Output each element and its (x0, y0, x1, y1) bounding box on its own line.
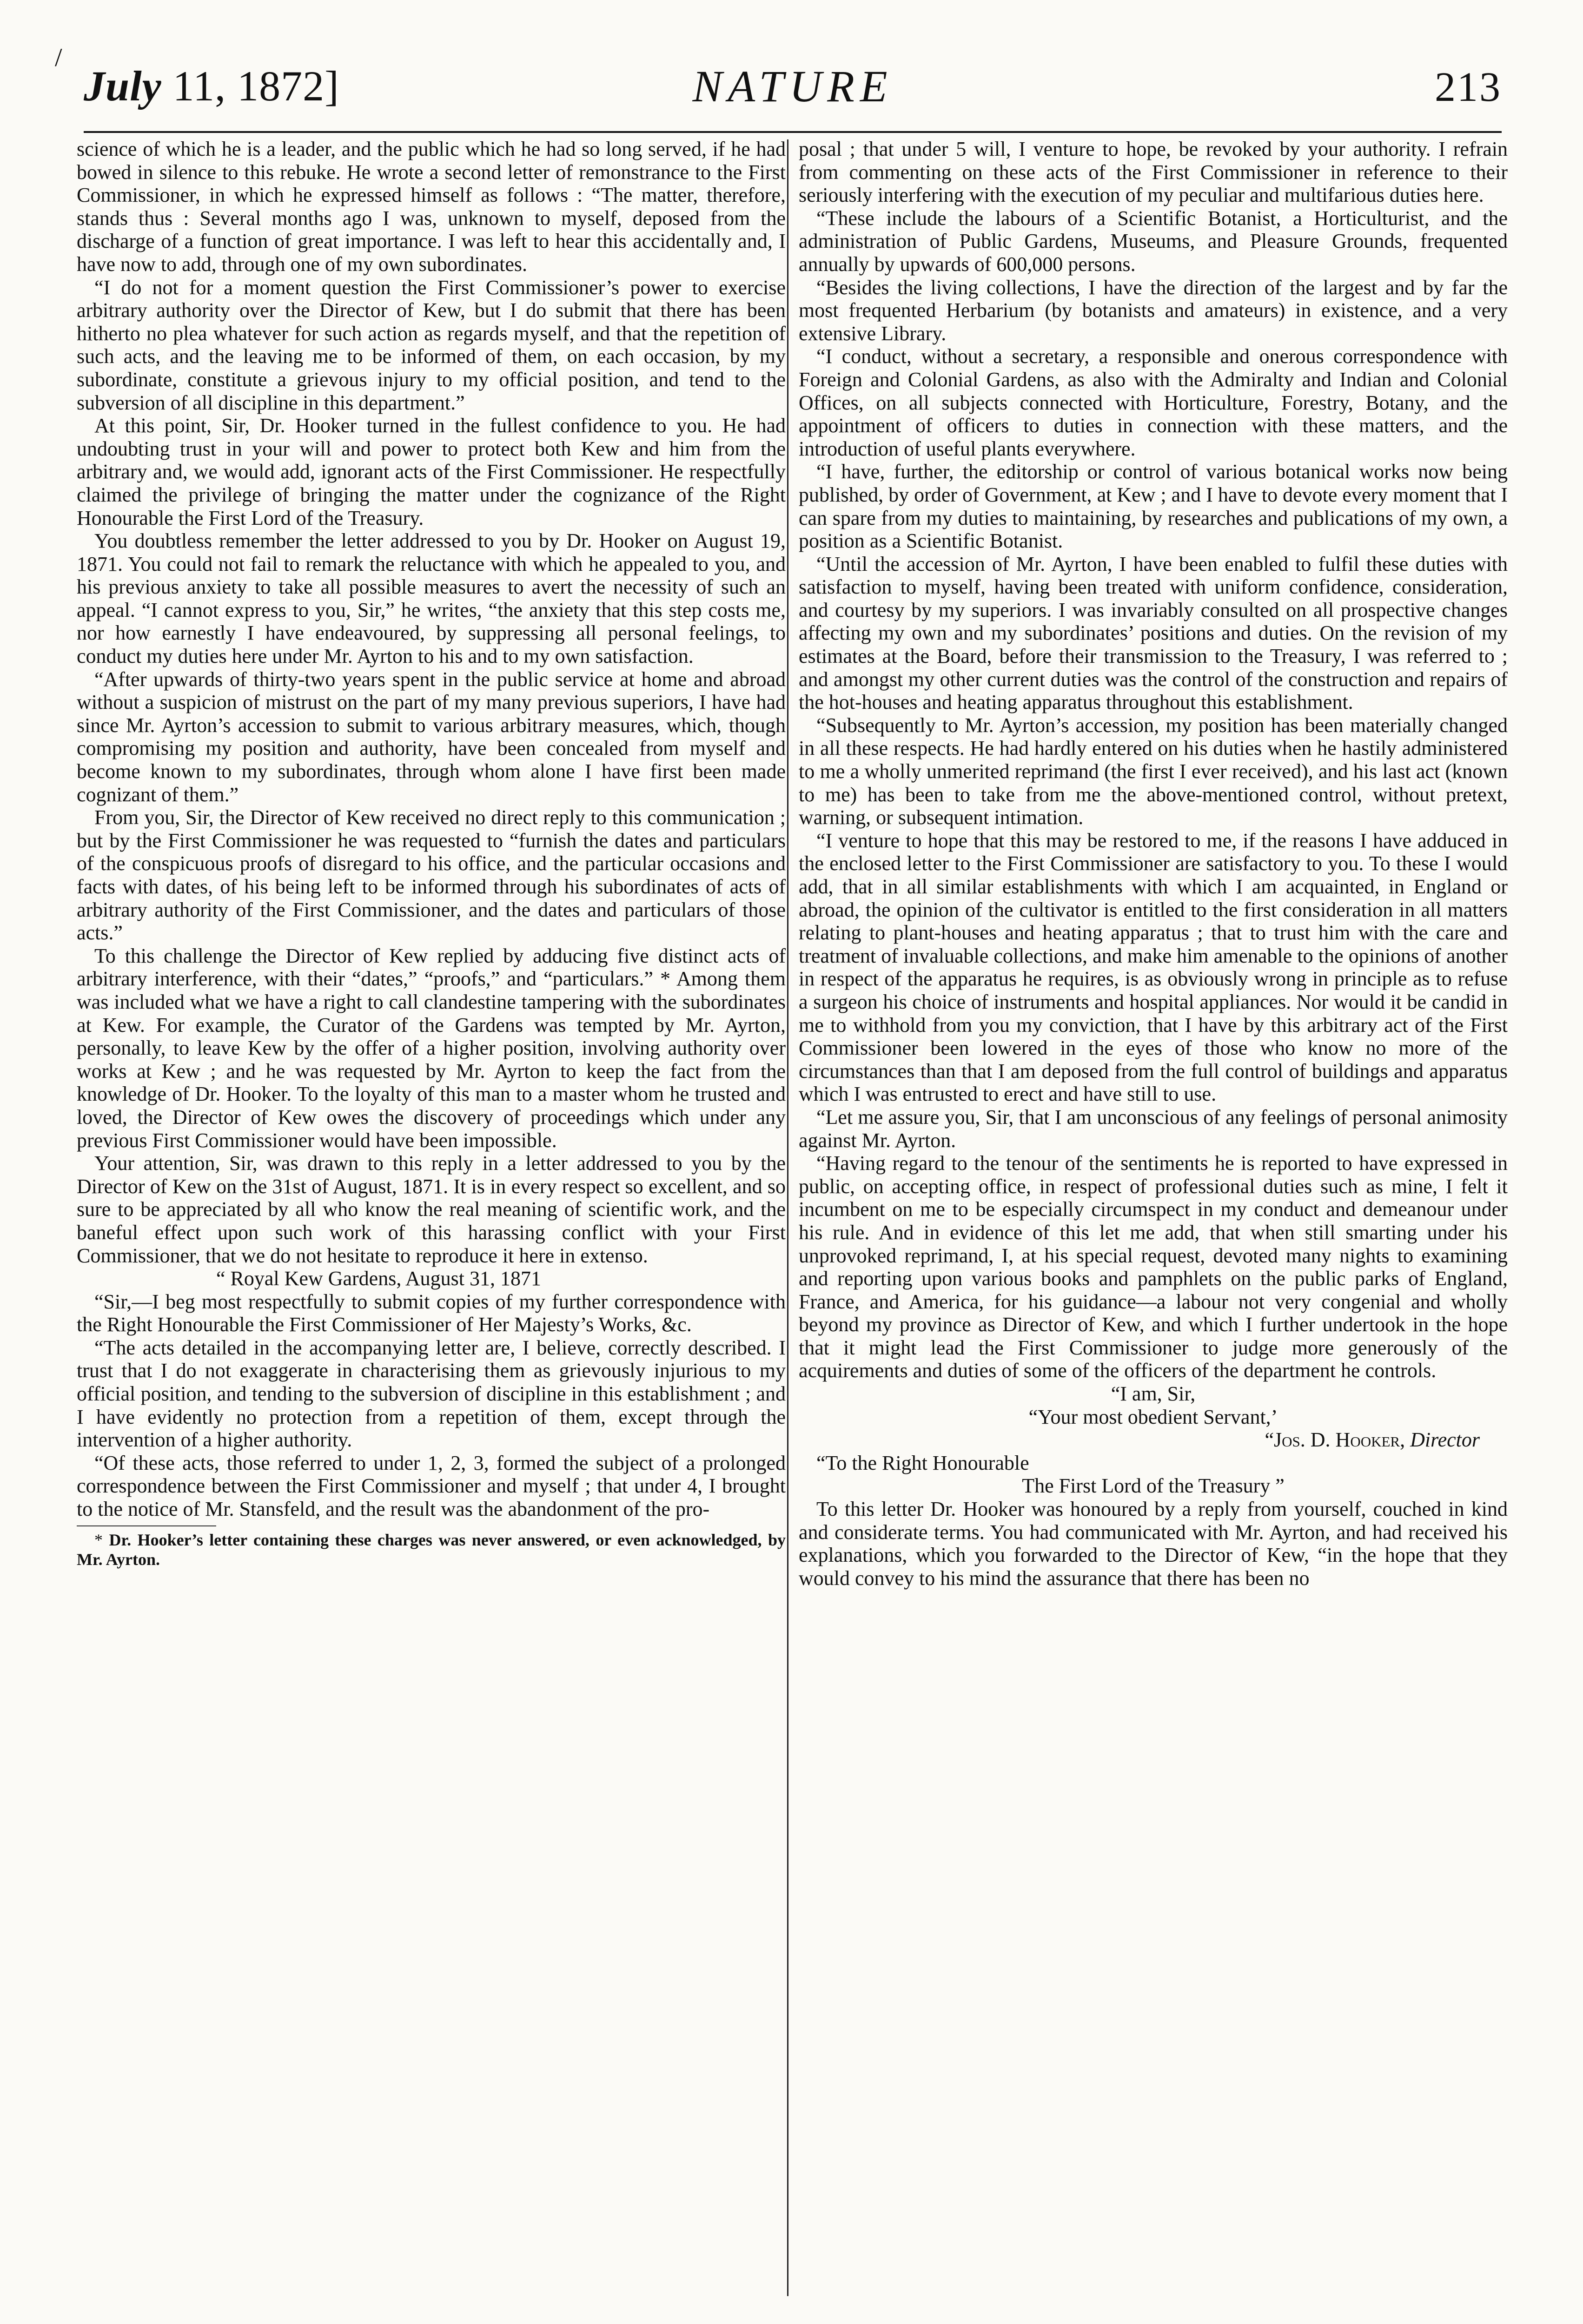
paragraph: Your attention, Sir, was drawn to this reply in a letter addressed to you by the Director of Kew on the 31st of August, 1871. It is in every respect so excellent, and so sure to be appreciated by all who know the real meaning of scientific work, and the baneful effect upon such work of this harassing conflict with your First Commissioner, that we do not hesitate to reproduce it here in extenso. (77, 1152, 786, 1267)
paragraph: To this letter Dr. Hooker was honoured by a reply from yourself, couched in kind and considerate terms. You had communicated with Mr. Ayrton, and had received his explanations, which you forwarded to the Director of Kew, “in the hope that they would convey to his mind the assurance that there has been no (799, 1498, 1508, 1590)
paragraph: “I conduct, without a secretary, a responsible and onerous correspondence with Foreign and Colonial Gardens, as also with the Admiralty and Indian and Colonial Offices, on all subjects connected with Horticulture, Forestry, Botany, and the appointment of officers to duties in connection with these matters, and the introduction of useful plants everywhere. (799, 345, 1508, 460)
paragraph: “I venture to hope that this may be restored to me, if the reasons I have adduced in the enclosed letter to the First Commissioner are satisfactory to you. To these I would add, that in all similar establishments with which I am acquainted, in England or abroad, the opinion of the cultivator is entitled to the first consideration in all matters relating to plant-houses and heating apparatus ; that to trust him with the care and treatment of invaluable collections, and make him amenable to the opinions of another in respect of the apparatus he requires, is as obviously wrong in principle as to refuse a surgeon his choice of instruments and hospital appliances. Nor would it be candid in me to withhold from you my conviction, that I have by this arbitrary act of the First Commissioner been lowered in the eyes of those who know no more of the circumstances than that I am deposed from the full control of buildings and apparatus which I was entrusted to erect and have still to use. (799, 829, 1508, 1106)
footnote-text: Dr. Hooker’s letter containing these charges was never answered, or even acknowledged, by Mr. Ayrton. (77, 1530, 786, 1569)
paragraph: At this point, Sir, Dr. Hooker turned in the fullest confidence to you. He had undoubting trust in your will and power to protect both Kew and him from the arbitrary and, we would add, ignorant acts of the First Commissioner. He respectfully claimed the privilege of bringing the matter under the cognizance of the Right Honourable the First Lord of the Treasury. (77, 414, 786, 529)
paragraph: “Let me assure you, Sir, that I am unconscious of any feelings of personal animosity against Mr. Ayrton. (799, 1105, 1508, 1152)
left-column (77, 138, 786, 2299)
paragraph: “After upwards of thirty-two years spent in the public service at home and abroad without a suspicion of mistrust on the part of my many previous superiors, I have had since Mr. Ayrton’s accession to submit to various arbitrary measures, which, though compromising my position and authority, have been concealed from myself and become known to my subordinates, through whom alone I have first been made cognizant of them.” (77, 667, 786, 806)
paragraph: “Subsequently to Mr. Ayrton’s accession, my position has been materially changed in all these respects. He had hardly entered on his duties when he hastily administered to me a wholly unmerited reprimand (the first I ever received), and his last act (known to me) has been to take from me the above-mentioned control, without pretext, warning, or subsequent intimation. (799, 713, 1508, 829)
closing-line: “I am, Sir, (1111, 1382, 1196, 1406)
header-rule (84, 131, 1502, 133)
signature (799, 1428, 1508, 1452)
paragraph: posal ; that under 5 will, I venture to hope, be revoked by your authority. I refrain from commenting on these acts of the First Commissioner in reference to their seriously interfering with the execution of my peculiar and multifarious duties here. (799, 138, 1508, 207)
letter-paragraph: “Sir,—I beg most respectfully to submit copies of my further correspondence with the Right Honourable the First Commissioner of Her Majesty’s Works, &c. (77, 1290, 786, 1336)
running-header (84, 50, 1502, 132)
signature-title: Director (1410, 1428, 1480, 1452)
paragraph: “Having regard to the tenour of the sentiments he is reported to have expressed in public, on accepting office, in respect of professional duties such as mine, I felt it incumbent on me to be especially circumspect in my conduct and demeanour under his rule. And in evidence of this let me add, that when still smarting under his unprovoked reprimand, I, at his special request, devoted many nights to examining and reporting upon various books and pamphlets on the public parks of England, France, and America, for his guidance—a labour not very congenial and wholly beyond my province as Director of Kew, and which I further undertook in the hope that it might lead the First Commissioner to judge more generously of the acquirements and duties of some of the officers of the department he controls. (799, 1152, 1508, 1382)
issue-day-year: 11, 1872] (161, 62, 339, 110)
letter-paragraph: “Of these acts, those referred to under 1, 2, 3, formed the subject of a prolonged correspondence between the First Commissioner and myself ; that under 4, I brought to the notice of Mr. Stansfeld, and the result was the abandonment of the pro- (77, 1451, 786, 1521)
paragraph: You doubtless remember the letter addressed to you by Dr. Hooker on August 19, 1871. You could not fail to remark the reluctance with which he appealed to you, and his previous anxiety to take all possible measures to avert the necessity of such an appeal. “I cannot express to you, Sir,” he writes, “the anxiety that this step costs me, nor how earnestly I have endeavoured, by suppressing all personal feelings, to conduct my duties here under Mr. Ayrton to his and to my own satisfaction. (77, 529, 786, 668)
margin-mark: / (55, 43, 62, 72)
paragraph: To this challenge the Director of Kew replied by adducing five distinct acts of arbitrary interference, with their “dates,” “proofs,” and “particulars.” * Among them was included what we have a right to call clandestine tampering with the subordinates at Kew. For example, the Curator of the Gardens was tempted by Mr. Ayrton, personally, to leave Kew by the offer of a higher position, involving authority over works at Kew ; and he was requested by Mr. Ayrton to keep the fact from the knowledge of Dr. Hooker. To the loyalty of this man to a master whom he trusted and loved, the Director of Kew owes the discovery of proceedings which under any previous First Commissioner would have been impossible. (77, 944, 786, 1152)
address-line: “To the Right Honourable (816, 1451, 1029, 1474)
paragraph: From you, Sir, the Director of Kew received no direct reply to this communication ; but by the First Commissioner he was requested to “furnish the dates and particulars of the conspicuous proofs of disregard to his office, and the particular occasions and facts with dates, of his being left to be informed through his subordinates of acts of arbitrary authority of the First Commissioner, and the dates and particulars of those acts.” (77, 806, 786, 944)
paragraph: “Besides the living collections, I have the direction of the largest and by far the most frequented Herbarium (by botanists and amateurs) in existence, and a very extensive Library. (799, 276, 1508, 345)
right-column (799, 138, 1508, 2299)
column-divider (787, 139, 788, 2296)
paragraph: “I have, further, the editorship or control of various botanical works now being published, by order of Government, at Kew ; and I have to devote every moment that I can spare from my duties to maintaining, by researches and publications of my own, a position as a Scientific Botanist. (799, 460, 1508, 553)
footnote-marker: * (94, 1530, 103, 1549)
footnote (77, 1530, 786, 1569)
paragraph: “Until the accession of Mr. Ayrton, I have been enabled to fulfil these duties with satisfaction to myself, having been treated with uniform confidence, consideration, and courtesy by my superiors. I was invariably consulted on all prospective changes affecting my own and my subordinates’ positions and duties. On the revision of my estimates at the Board, before their transmission to the Treasury, I was referred to ; and amongst my other current duties was the control of the construction and repairs of the hot-houses and heating apparatus throughout this establishment. (799, 552, 1508, 714)
footnote-rule (77, 1525, 216, 1526)
paragraph: “These include the labours of a Scientific Botanist, a Horticulturist, and the administration of Public Gardens, Museums, and Pleasure Grounds, frequented annually by upwards of 600,000 persons. (799, 206, 1508, 276)
address-line: The First Lord of the Treasury ” (1022, 1474, 1285, 1498)
letter-paragraph: “The acts detailed in the accompanying letter are, I believe, correctly described. I trust that I do not exaggerate in characterising them as grievously injurious to my official position, and tending to the subversion of discipline in this establishment ; and I have evidently no protection from a repetition of them, except through the intervention of a higher authority. (77, 1336, 786, 1452)
page-number: 213 (1435, 64, 1502, 110)
signature-name: “Jos. D. Hooker, (1265, 1428, 1405, 1452)
journal-title: NATURE (692, 61, 893, 111)
letter-dateline: “ Royal Kew Gardens, August 31, 1871 (216, 1267, 542, 1290)
closing-line: “Your most obedient Servant,’ (1028, 1405, 1278, 1428)
paragraph: science of which he is a leader, and the public which he had so long served, if he had bowed in silence to this rebuke. He wrote a second letter of remonstrance to the First Commissioner, in which he expressed himself as follows : “The matter, therefore, stands thus : Several months ago I was, unknown to myself, deposed from the discharge of a function of great importance. I was left to hear this accidentally and, I have now to add, through one of my own subordinates. (77, 138, 786, 276)
paragraph: “I do not for a moment question the First Commissioner’s power to exercise arbitrary authority over the Director of Kew, but I do submit that there has been hitherto no plea whatever for such action as regards myself, and that the repetition of such acts, and the leaving me to be informed of them, on each occasion, by my subordinate, constitute a grievous injury to my official position, and tend to the subversion of all discipline in this department.” (77, 276, 786, 414)
issue-month: July (84, 62, 162, 110)
